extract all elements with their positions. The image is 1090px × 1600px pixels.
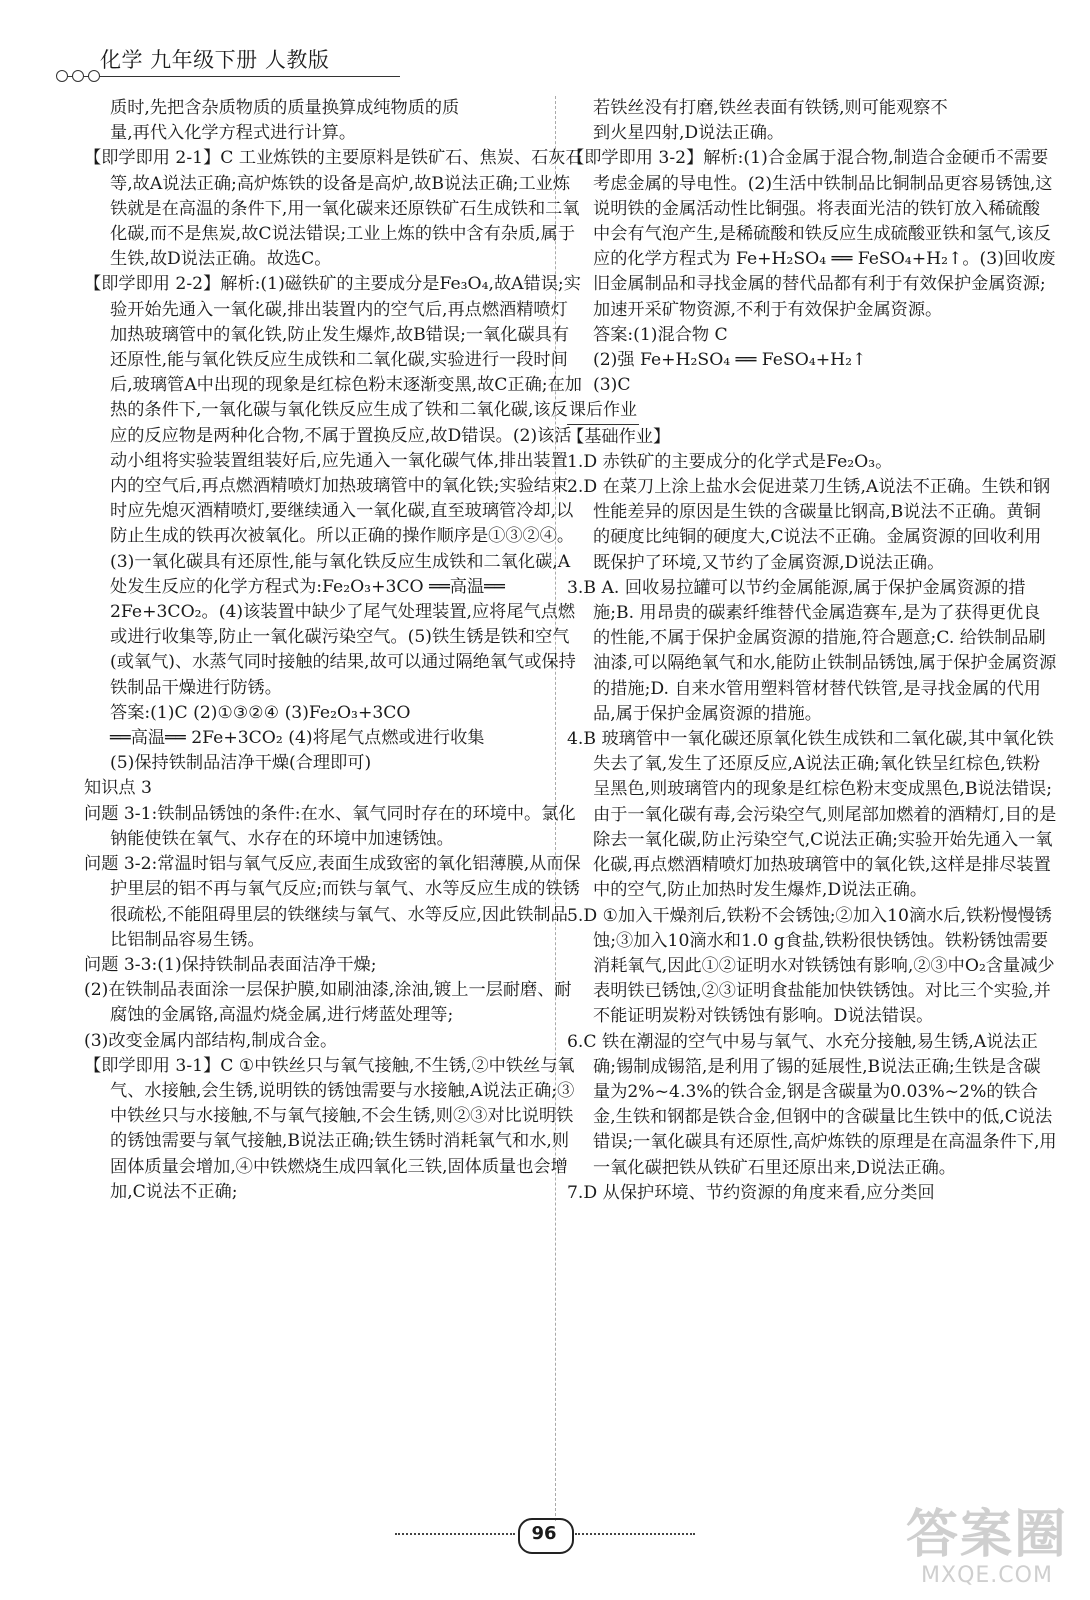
- left-paragraph: (5)保持铁制品洁净干燥(合理即可): [110, 753, 372, 774]
- right-paragraph: (2)强 Fe+H₂SO₄ ══ FeSO₄+H₂↑: [593, 350, 867, 371]
- page-number: 96: [531, 1523, 557, 1544]
- right-paragraph: 【基础作业】: [567, 426, 671, 447]
- section-heading: 课后作业: [567, 398, 639, 424]
- header-ring-icon: [88, 70, 100, 82]
- left-paragraph: (3)改变金属内部结构,制成合金。: [84, 1030, 338, 1051]
- right-paragraph: 到火星四射,D说法正确。: [593, 123, 785, 144]
- left-paragraph: 答案:(1)C (2)①③②④ (3)Fe₂O₃+3CO: [110, 702, 411, 723]
- book-title: 化学 九年级下册 人教版: [100, 48, 330, 72]
- left-paragraph: 质时,先把含杂质物质的质量换算成纯物质的质: [110, 98, 460, 118]
- left-paragraph: 知识点 3: [84, 778, 152, 799]
- footer-dots-right: [575, 1533, 695, 1537]
- header-rule: [60, 76, 400, 77]
- header-ring-icon: [72, 70, 84, 82]
- right-paragraph: 2.D 在菜刀上涂上盐水会促进菜刀生锈,A说法不正确。生铁和钢性能差异的原因是生铁的含碳量比钢高,B说法不正确。黄铜的硬度比纯铜的硬度大,C说法不正确。金属资源的回收利用既保护了环境,又节约了金属资源,D说法正确。: [567, 477, 1051, 573]
- right-paragraph: 1.D 赤铁矿的主要成分的化学式是Fe₂O₃。: [567, 451, 893, 472]
- left-paragraph: 【即学即用 2-2】解析:(1)磁铁矿的主要成分是Fe₃O₄,故A错误;实验开始先通入一氧化碳,排出装置内的空气后,再点燃酒精喷灯加热玻璃管中的氧化铁,防止发生爆炸,故B错误;一氧化碳具有还原性,能与氧化铁反应生成铁和二氧化碳,实验进行一段时间后,玻璃管A中出现的现象是红棕色粉末逐渐变黑,故C正确;在加热的条件下,一氧化碳与氧化铁反应生成了铁和二氧化碳,该反应的反应物是两种化合物,不属于置换反应,故D错误。(2)该活动小组将实验装置组装好后,应先通入一氧化碳气体,排出装置内的空气后,再点燃酒精喷灯加热玻璃管中的氧化铁;实验结束时应先熄灭酒精喷灯,要继续通入一氧化碳,直至玻璃管冷却,以防止生成的铁再次被氧化。所以正确的操作顺序是①③②④。(3)一氧化碳具有还原性,能与氧化铁反应生成铁和二氧化碳,A处发生反应的化学方程式为:Fe₂O₃+3CO ══高温══ 2Fe+3CO₂。(4)该装置中缺少了尾气处理装置,应将尾气点燃或进行收集等,防止一氧化碳污染空气。(5)铁生锈是铁和空气(或氧气)、水蒸气同时接触的结果,故可以通过隔绝氧气或保持铁制品干燥进行防锈。: [84, 274, 582, 698]
- right-paragraph: (3)C: [593, 375, 631, 396]
- right-paragraph: 7.D 从保护环境、节约资源的角度来看,应分类回: [567, 1182, 935, 1203]
- right-paragraph: [567, 398, 1057, 424]
- left-paragraph: 【即学即用 3-1】C ①中铁丝只与氧气接触,不生锈,②中铁丝与氧气、水接触,会生锈,说明铁的锈蚀需要与水接触,A说法正确;③中铁丝只与水接触,不与氧气接触,不会生锈,则②③对比说明铁的锈蚀需要与氧气接触,B说法正确;铁生锈时消耗氧气和水,则固体质量会增加,④中铁燃烧生成四氧化三铁,固体质量也会增加,C说法不正确;: [84, 1055, 575, 1202]
- left-paragraph: 量,再代入化学方程式进行计算。: [110, 123, 357, 144]
- left-paragraph: (2)在铁制品表面涂一层保护膜,如刷油漆,涂油,镀上一层耐磨、耐腐蚀的金属铬,高温灼烧金属,进行烤蓝处理等;: [84, 980, 572, 1026]
- header-ring-icon: [56, 70, 68, 82]
- left-paragraph: 【即学即用 2-1】C 工业炼铁的主要原料是铁矿石、焦炭、石灰石等,故A说法正确;高炉炼铁的设备是高炉,故B说法正确;工业炼铁就是在高温的条件下,用一氧化碳来还原铁矿石生成铁和二氧化碳,而不是焦炭,故C说法错误;工业上炼的铁中含有杂质,属于生铁,故D说法正确。故选C。: [84, 148, 583, 270]
- watermark-title: 答案圈: [905, 1505, 1068, 1565]
- right-column: [567, 96, 1057, 1206]
- right-paragraph: 6.C 铁在潮湿的空气中易与氧气、水充分接触,易生锈,A说法正确;锡制成锡箔,是利用了锡的延展性,B说法正确;生铁是含碳量为2%~4.3%的铁合金,钢是含碳量为0.03%~2%的铁合金,生铁和钢都是铁合金,但钢中的含碳量比生铁中的低,C说法错误;一氧化碳具有还原性,高炉炼铁的原理是在高温条件下,用一氧化碳把铁从铁矿石里还原出来,D说法正确。: [567, 1031, 1057, 1178]
- page-header: [0, 0, 1090, 95]
- left-paragraph: 问题 3-3:(1)保持铁制品表面洁净干燥;: [84, 954, 377, 975]
- right-paragraph: 3.B A. 回收易拉罐可以节约金属能源,属于保护金属资源的措施;B. 用昂贵的碳素纤维替代金属造赛车,是为了获得更优良的性能,不属于保护金属资源的措施,符合题意;C. 给铁制品刷油漆,可以隔绝氧气和水,能防止铁制品锈蚀,属于保护金属资源的措施;D. 自来水管用塑料管材替代铁管,是寻找金属的代用品,属于保护金属资源的措施。: [567, 577, 1057, 724]
- watermark-url: MXQE.COM: [921, 1563, 1053, 1588]
- left-paragraph: 问题 3-2:常温时铝与氧气反应,表面生成致密的氧化铝薄膜,从而保护里层的铝不再与氧气反应;而铁与氧气、水等反应生成的铁锈很疏松,不能阻碍里层的铁继续与氧气、水等反应,因此铁制品比铝制品容易生锈。: [84, 854, 581, 950]
- right-paragraph: 5.D ①加入干燥剂后,铁粉不会锈蚀;②加入10滴水后,铁粉慢慢锈蚀;③加入10滴水和1.0 g食盐,铁粉很快锈蚀。铁粉锈蚀需要消耗氧气,因此①②证明水对铁锈蚀有影响,②③中O₂含量减少表明铁已锈蚀,②③证明食盐能加快铁锈蚀。对比三个实验,并不能证明炭粉对铁锈蚀有影响。D说法错误。: [567, 905, 1055, 1027]
- watermark-logo: [906, 1507, 1068, 1588]
- right-paragraph: 【即学即用 3-2】解析:(1)合金属于混合物,制造合金硬币不需要考虑金属的导电性。(2)生活中铁制品比铜制品更容易锈蚀,这说明铁的金属活动性比铜强。将表面光洁的铁钉放入稀硫酸中会有气泡产生,是稀硫酸和铁反应生成硫酸亚铁和氢气,该反应的化学方程式为 Fe+H₂SO₄ ══ FeSO₄+H₂↑。(3)回收废旧金属制品和寻找金属的替代品都有利于有效保护金属资源;加速开采矿物资源,不利于有效保护金属资源。: [567, 148, 1056, 320]
- footer-dots-left: [395, 1533, 515, 1537]
- right-paragraph: 若铁丝没有打磨,铁丝表面有铁锈,则可能观察不: [593, 98, 948, 118]
- left-paragraph: ══高温══ 2Fe+3CO₂ (4)将尾气点燃或进行收集: [110, 728, 485, 749]
- left-paragraph: 问题 3-1:铁制品锈蚀的条件:在水、氧气同时存在的环境中。氯化钠能使铁在氧气、水存在的环境中加速锈蚀。: [84, 803, 576, 849]
- left-column: [84, 96, 584, 1205]
- right-paragraph: 4.B 玻璃管中一氧化碳还原氧化铁生成铁和二氧化碳,其中氧化铁失去了氧,发生了还原反应,A说法正确;氧化铁呈红棕色,铁粉呈黑色,则玻璃管内的现象是红棕色粉末变成黑色,B说法错误;由于一氧化碳有毒,会污染空气,则尾部加燃着的酒精灯,目的是除去一氧化碳,防止污染空气,C说法正确;实验开始先通入一氧化碳,再点燃酒精喷灯加热玻璃管中的氧化铁,这样是排尽装置中的空气,防止加热时发生爆炸,D说法正确。: [567, 729, 1057, 901]
- right-paragraph: 答案:(1)混合物 C: [593, 324, 728, 345]
